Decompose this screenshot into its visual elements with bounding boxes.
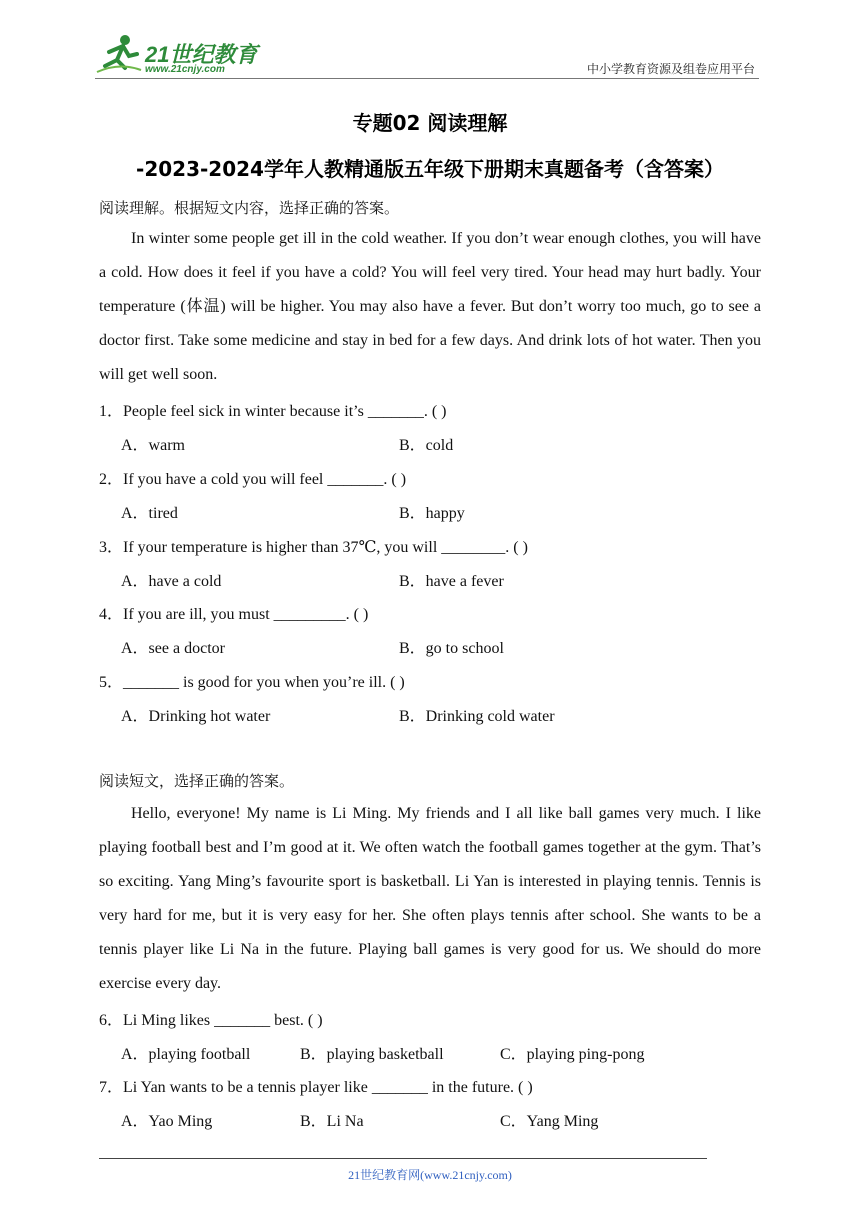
passage-text: Hello, everyone! My name is Li Ming. My friends and I all like ball games very much. I like playing football best and I’m good at it. We often watch the football games together at the gym. That’s so exciting. Yang Ming’s favourite sport is basketball. Li Yan is interested in playing tennis. Tennis is very hard for me, but it is very easy for her. She often plays tennis after school. She wants to be a tennis player like Li Na in the future. Playing ball games is very good for us. We should do more exercise every day. [99,805,761,992]
section2-passage [99,797,761,1001]
option-7a[interactable]: A．Yao Ming [121,1113,213,1130]
document-subtitle: -2023-2024学年人教精通版五年级下册期末真题备考（含答案） [136,157,724,181]
option-4a[interactable]: A．see a doctor [121,640,225,657]
section1-passage [99,222,761,392]
section2-instruction: 阅读短文，选择正确的答案。 [99,772,295,790]
question-7: 7．Li Yan wants to be a tennis player like _______ in the future. ( ) [99,1079,533,1096]
question-1: 1．People feel sick in winter because it’s _______. ( ) [99,403,447,420]
option-6a[interactable]: A．playing football [121,1046,251,1063]
header-divider [95,78,759,79]
logo-text: 21世纪教育 [145,42,258,67]
question-3: 3．If your temperature is higher than 37℃, you will ________. ( ) [99,539,528,556]
option-2a[interactable]: A．tired [121,505,178,522]
option-3b[interactable]: B．have a fever [399,573,504,590]
option-4b[interactable]: B．go to school [399,640,504,657]
option-1b[interactable]: B．cold [399,437,454,454]
option-6c[interactable]: C．playing ping-pong [500,1046,645,1063]
site-logo [95,32,265,76]
footer-divider [99,1158,707,1159]
page-header [95,32,759,78]
section1-instruction: 阅读理解。根据短文内容，选择正确的答案。 [99,199,400,217]
option-5b[interactable]: B．Drinking cold water [399,708,555,725]
question-2: 2．If you have a cold you will feel _______. ( ) [99,471,407,488]
option-3a[interactable]: A．have a cold [121,573,222,590]
question-6: 6．Li Ming likes _______ best. ( ) [99,1012,323,1029]
option-2b[interactable]: B．happy [399,505,465,522]
passage-text: In winter some people get ill in the cold weather. If you don’t wear enough clothes, you will have a cold. How does it feel if you have a cold? You will feel very tired. Your head may hurt badly. Your temperature (体温) will be higher. You may also have a fever. But don’t worry too much, go to see a doctor first. Take some medicine and stay in bed for a few days. And drink lots of hot water. Then you will get well soon. [99,230,761,383]
footer-link[interactable]: 21世纪教育网(www.21cnjy.com) [348,1168,512,1182]
logo-url: www.21cnjy.com [145,64,225,75]
question-5: 5．_______ is good for you when you’re ill. ( ) [99,674,405,691]
header-platform-text: 中小学教育资源及组卷应用平台 [586,62,755,76]
option-6b[interactable]: B．playing basketball [300,1046,444,1063]
question-4: 4．If you are ill, you must _________. ( ) [99,606,369,623]
option-7b[interactable]: B．Li Na [300,1113,364,1130]
runner-logo-icon [95,32,143,76]
option-7c[interactable]: C．Yang Ming [500,1113,599,1130]
document-title: 专题02 阅读理解 [352,111,508,135]
option-1a[interactable]: A．warm [121,437,185,454]
option-5a[interactable]: A．Drinking hot water [121,708,271,725]
